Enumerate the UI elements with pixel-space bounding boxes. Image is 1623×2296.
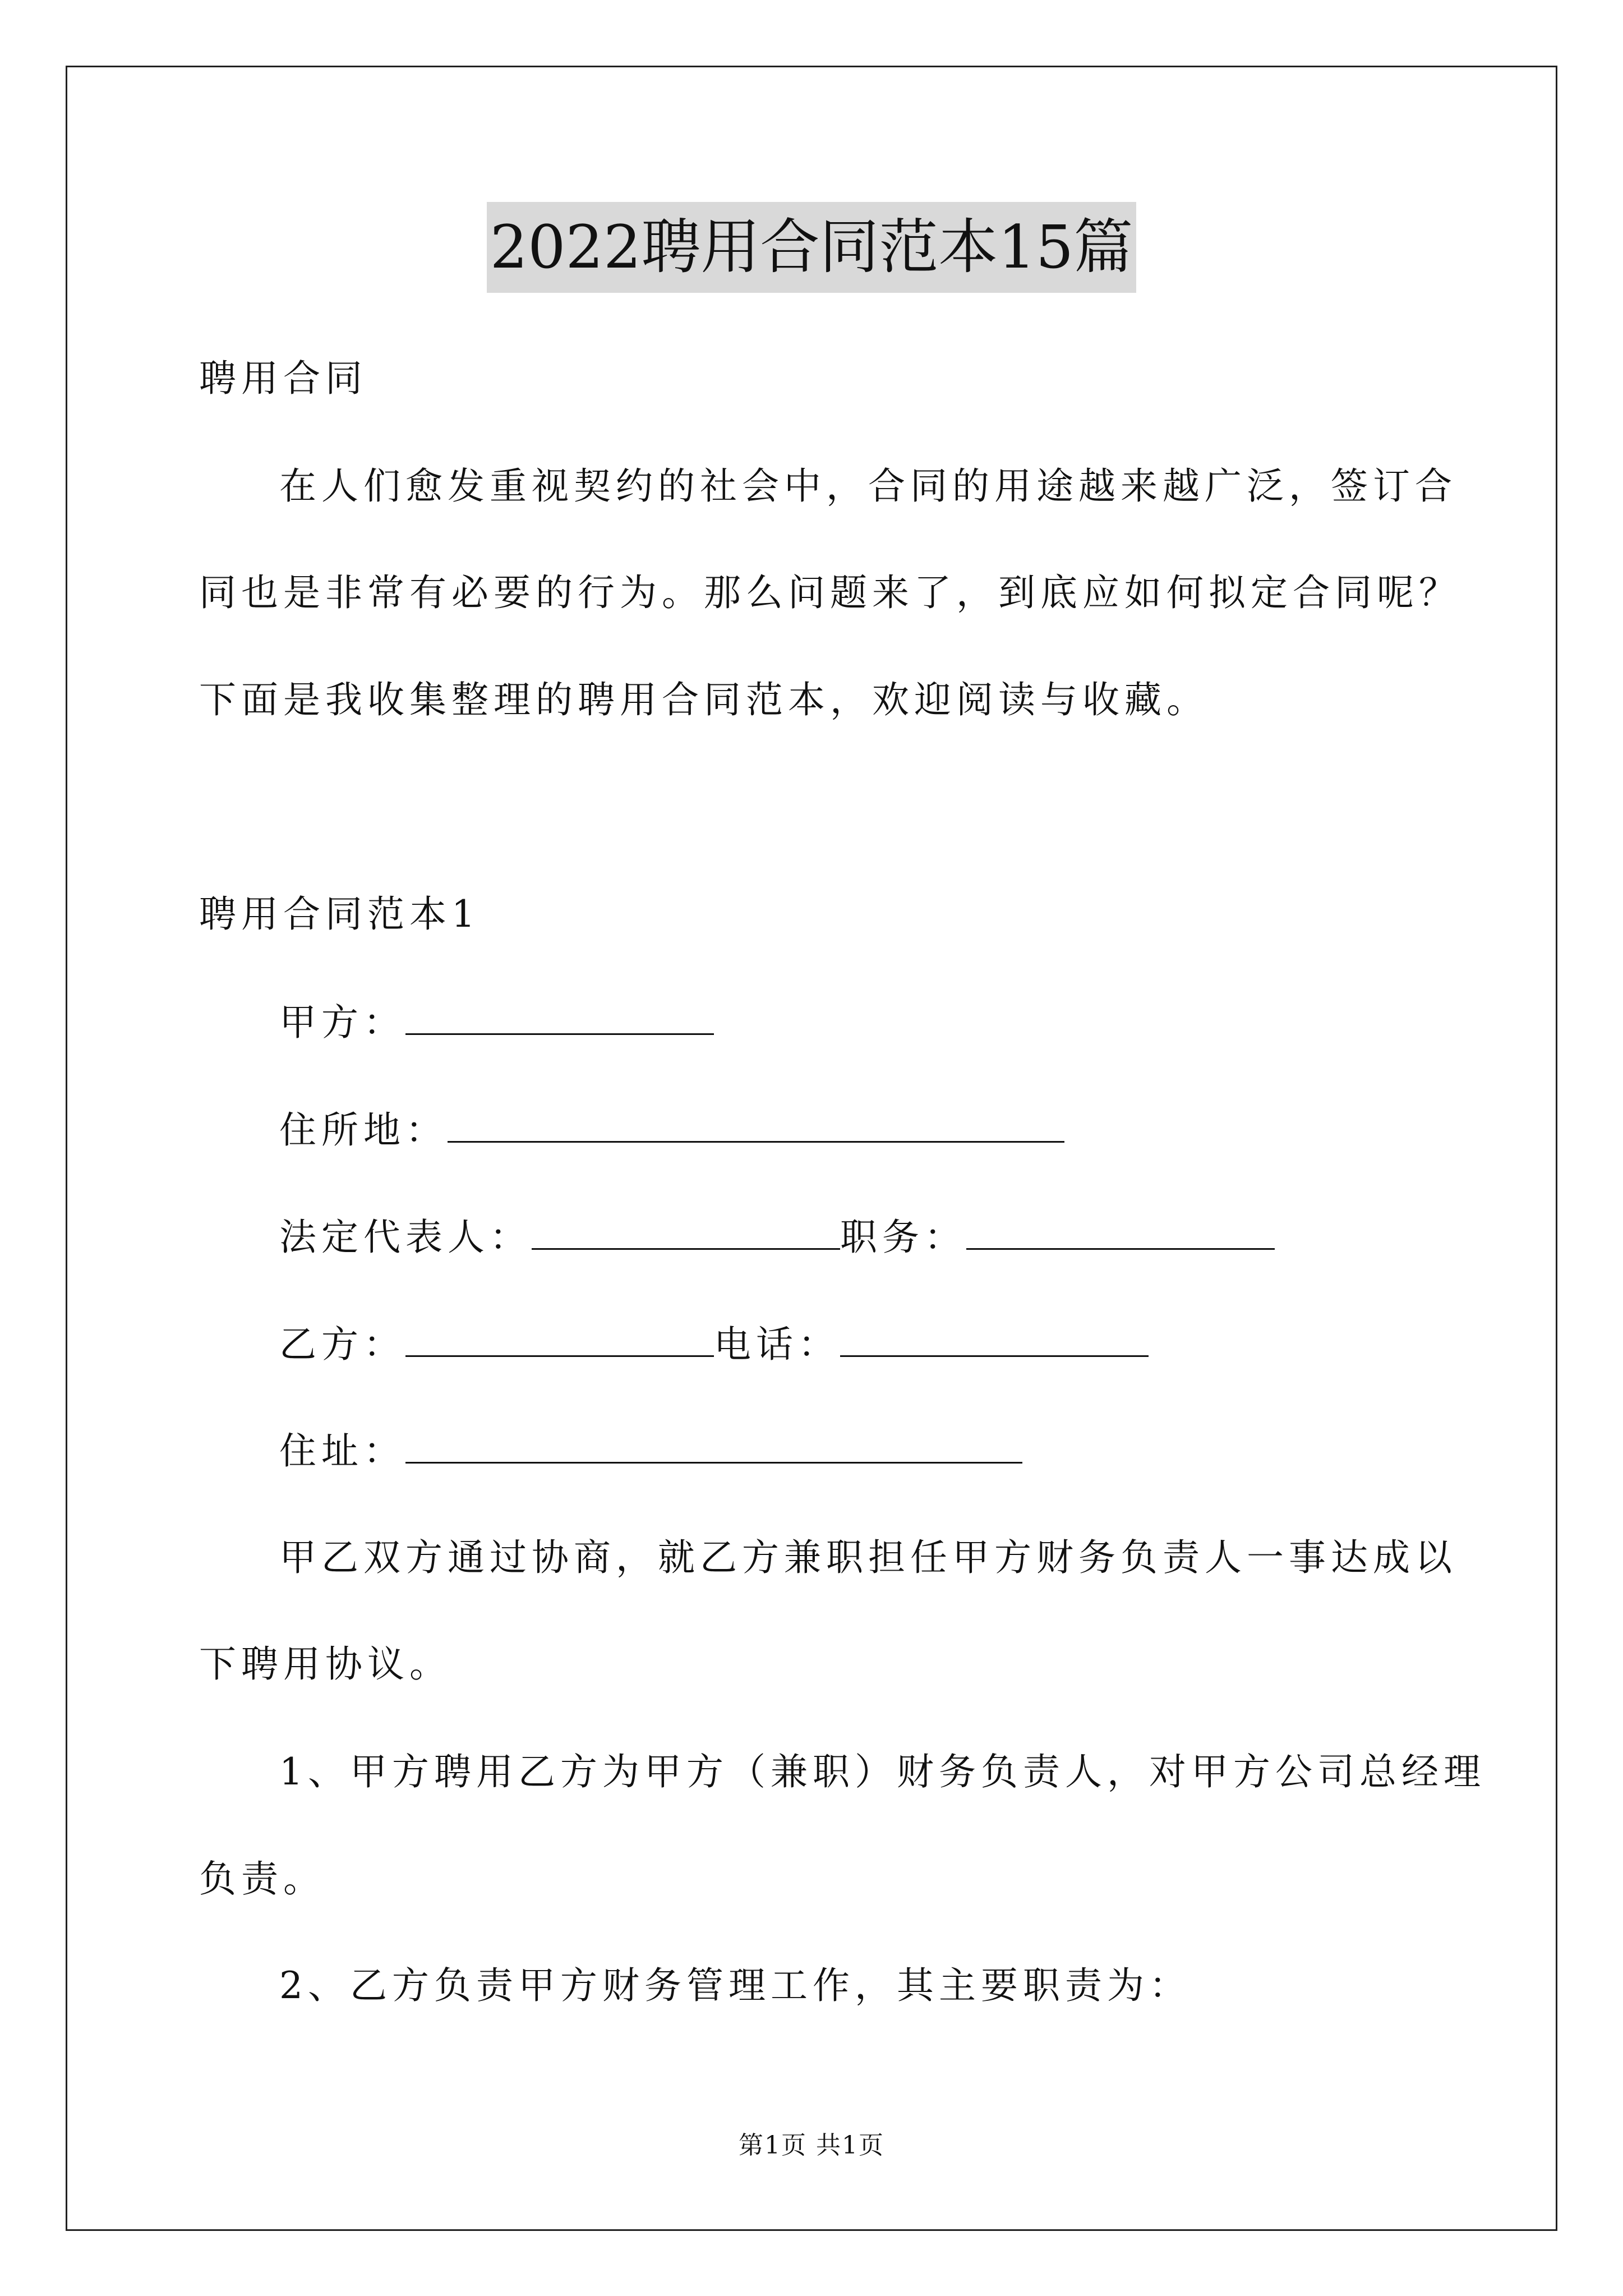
address-blank[interactable] — [448, 1104, 1064, 1143]
body-line-3: 1、甲方聘用乙方为甲方（兼职）财务负责人，对甲方公司总经理 — [279, 1750, 1486, 1793]
party-a-label: 甲方： — [279, 1001, 405, 1044]
intro-line-3: 下面是我收集整理的聘用合同范本，欢迎阅读与收藏。 — [199, 678, 1209, 721]
phone-label: 电话： — [714, 1323, 840, 1366]
page-footer: 第1页 共1页 — [739, 2131, 884, 2160]
position-label: 职务： — [840, 1216, 966, 1259]
body-line-2: 下聘用协议。 — [199, 1642, 451, 1686]
body-line-4: 负责。 — [199, 1857, 325, 1901]
party-b-label: 乙方： — [279, 1323, 405, 1366]
residence-label: 住址： — [279, 1429, 405, 1473]
document-title: 2022聘用合同范本15篇 — [487, 202, 1137, 293]
legal-rep-row — [279, 1211, 1275, 1263]
section-heading: 聘用合同 — [199, 357, 367, 400]
party-a-blank[interactable] — [405, 996, 714, 1035]
address-label: 住所地： — [279, 1108, 448, 1152]
intro-line-2: 同也是非常有必要的行为。那么问题来了，到底应如何拟定合同呢？ — [199, 571, 1461, 614]
party-b-blank[interactable] — [405, 1318, 714, 1357]
phone-blank[interactable] — [840, 1318, 1149, 1357]
body-line-5: 2、乙方负责甲方财务管理工作，其主要职责为： — [279, 1964, 1191, 2007]
party-a-row — [279, 996, 714, 1048]
legal-rep-blank[interactable] — [532, 1211, 840, 1250]
address-row — [279, 1104, 1064, 1156]
position-blank[interactable] — [966, 1211, 1275, 1250]
title-container — [0, 202, 1623, 293]
sample-heading: 聘用合同范本1 — [199, 892, 480, 936]
legal-rep-label: 法定代表人： — [279, 1216, 532, 1259]
intro-line-1: 在人们愈发重视契约的社会中，合同的用途越来越广泛，签订合 — [279, 464, 1457, 508]
body-line-1: 甲乙双方通过协商，就乙方兼职担任甲方财务负责人一事达成以 — [279, 1536, 1457, 1579]
residence-row — [279, 1425, 1022, 1476]
party-b-row — [279, 1318, 1149, 1370]
residence-blank[interactable] — [405, 1425, 1022, 1464]
